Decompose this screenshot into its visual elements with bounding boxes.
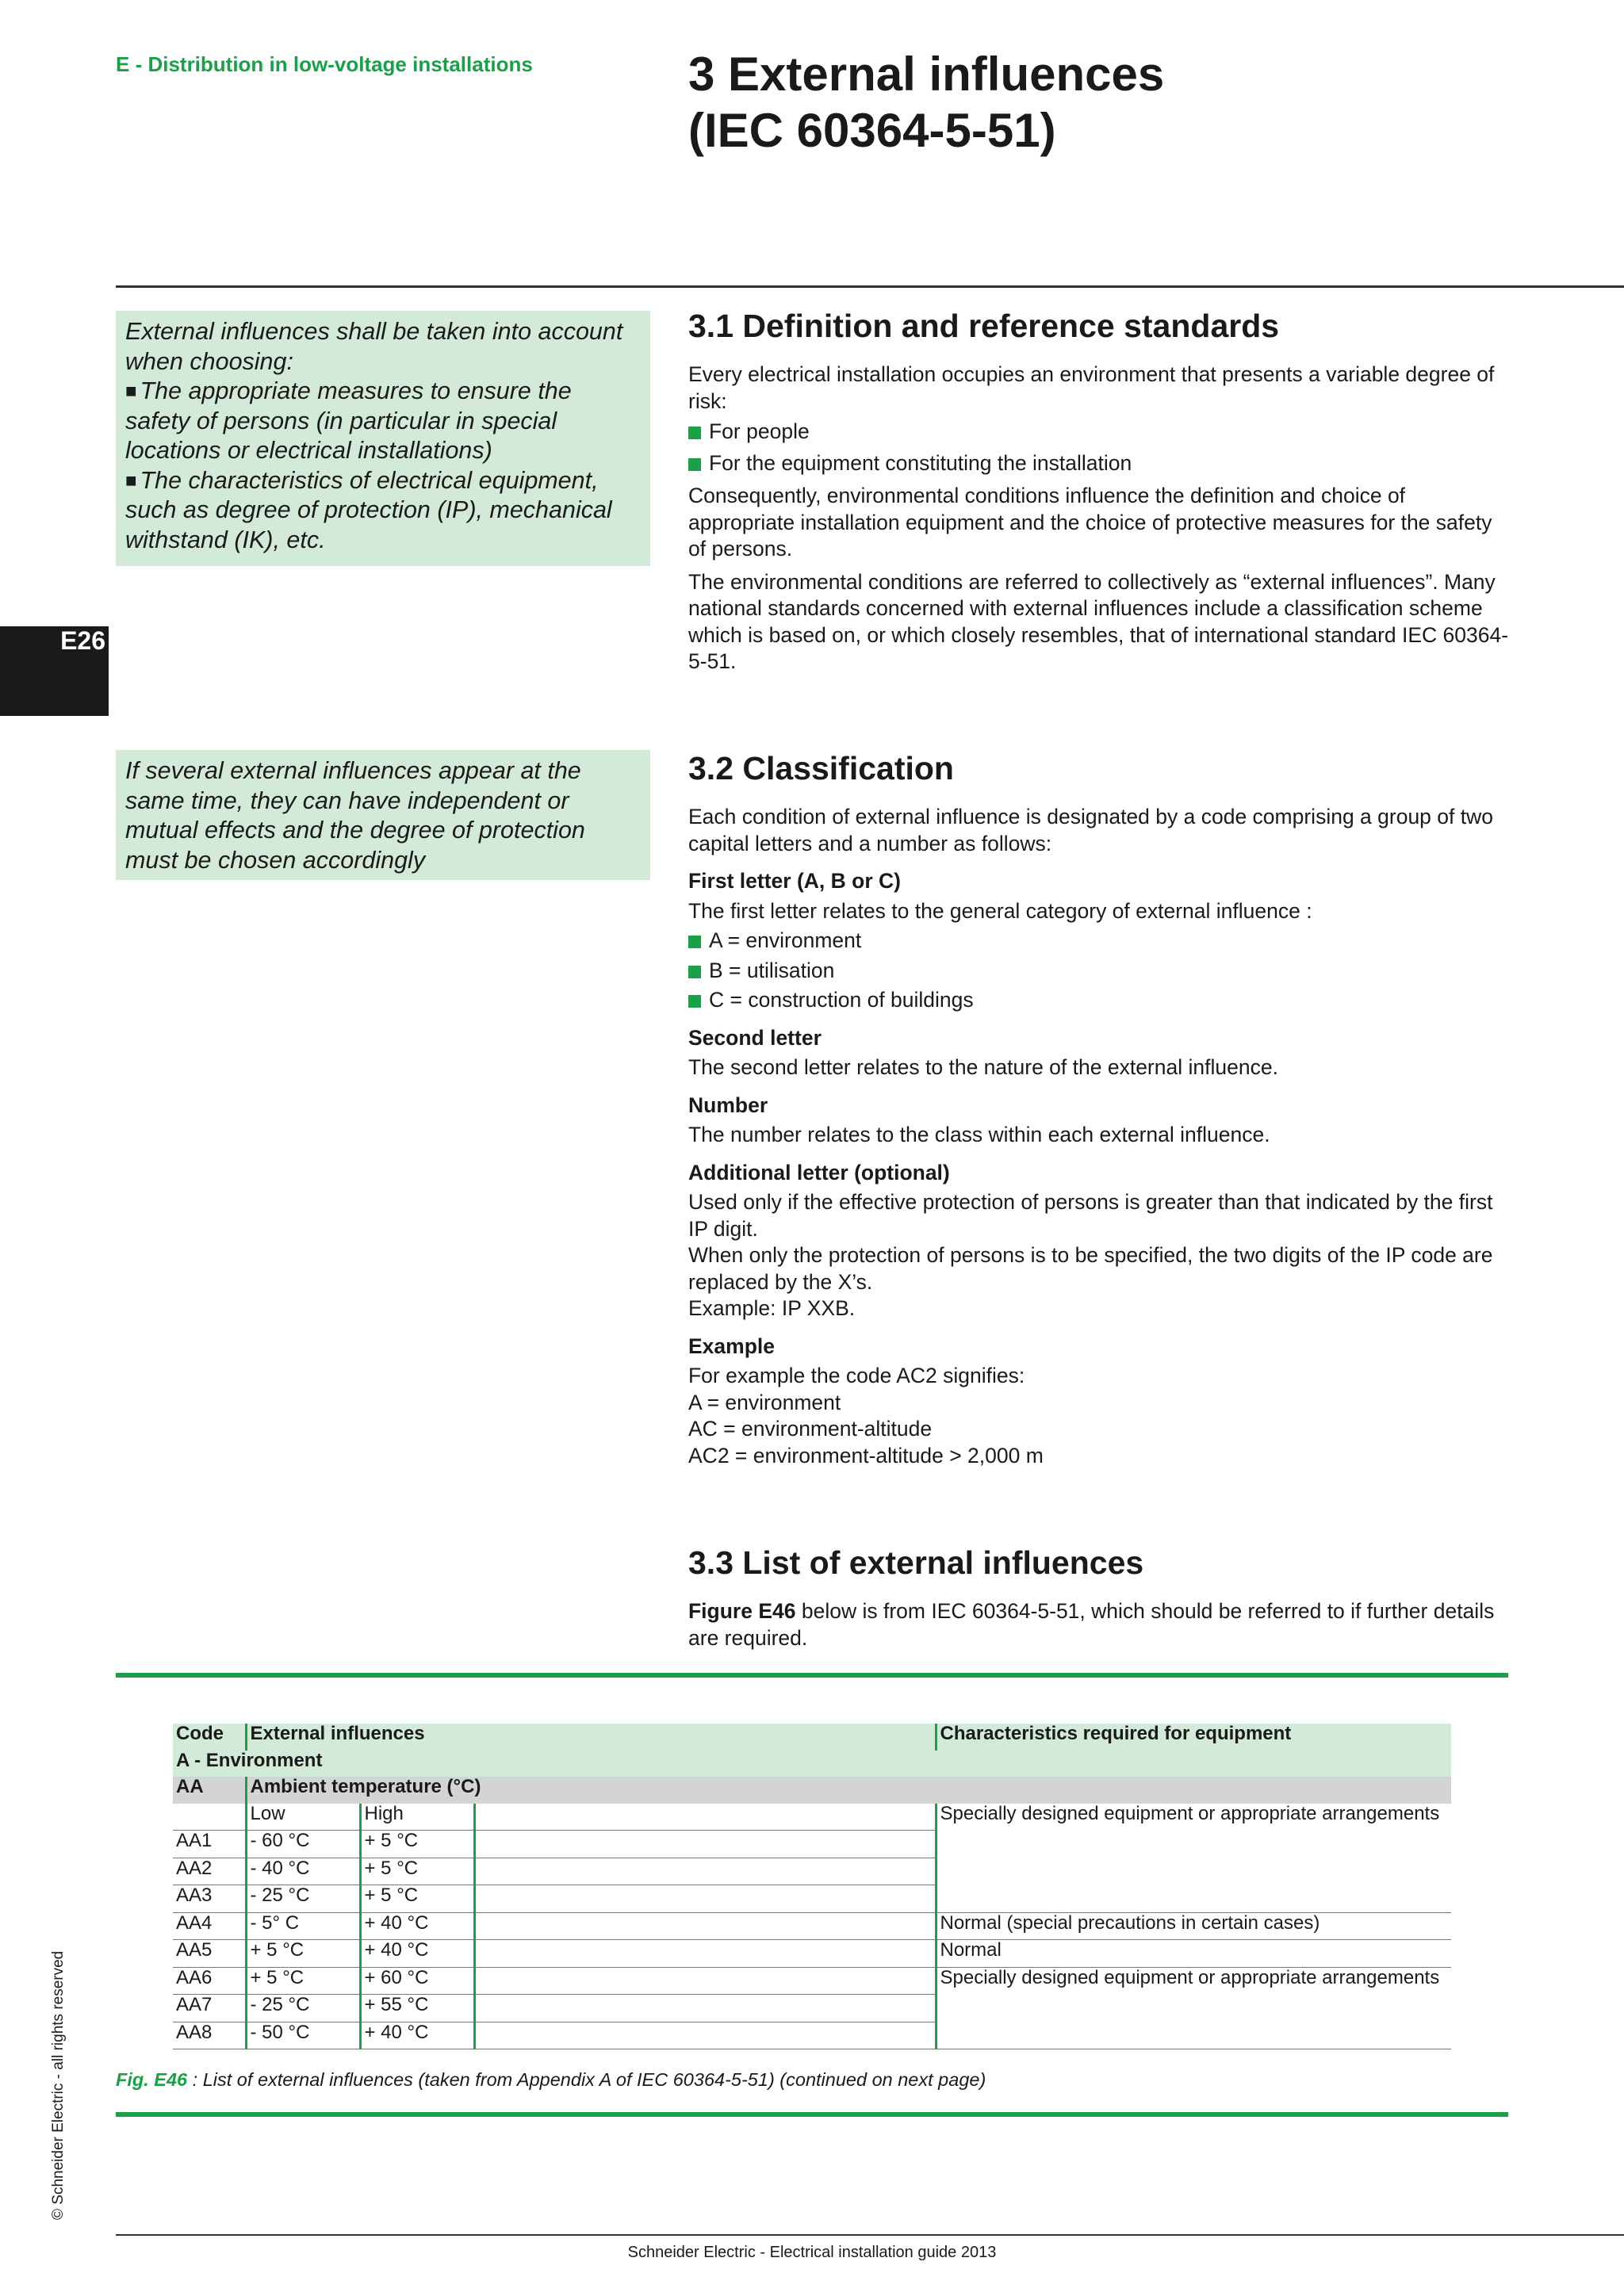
figure-reference: Figure E46 (688, 1599, 796, 1623)
table-row (173, 1885, 1451, 1913)
table-row (173, 1831, 1451, 1858)
paragraph: Used only if the effective protection of persons is greater than that indicated by the first IP digit. (688, 1190, 1493, 1241)
page-footer: Schneider Electric - Electrical installation guide 2013 (627, 2244, 997, 2261)
bullet-text: A = environment (709, 928, 862, 952)
paragraph: The number relates to the class within each external influence. (688, 1123, 1270, 1146)
section-3-2 (688, 748, 1513, 1469)
bullet-item (688, 419, 1513, 446)
bullet-text: For the equipment constituting the installation (709, 450, 1132, 475)
row-low: + 5 °C (246, 1967, 360, 1995)
bullet-item (688, 450, 1513, 477)
subheading: Example (688, 1334, 776, 1358)
row-low: - 50 °C (246, 2022, 360, 2049)
bullet-item (688, 958, 1513, 985)
section-3-1 (688, 306, 1513, 675)
chapter-title (688, 46, 1561, 159)
sidebar-note-bullet (125, 466, 641, 556)
bullet-text: For people (709, 419, 810, 443)
sub-title: Ambient temperature (°C) (246, 1777, 1451, 1804)
paragraph: Consequently, environmental conditions influence the definition and choice of appropriate installation equipment and the choice of protective measures for the safety of persons. (688, 484, 1492, 561)
row-code: AA2 (173, 1858, 246, 1885)
row-code: AA7 (173, 1995, 246, 2022)
table-row (173, 1912, 1451, 1940)
section-label: E - Distribution in low-voltage installations (116, 52, 533, 76)
table-header-row (173, 1724, 1451, 1751)
section-heading: 3.1 Definition and reference standards (688, 308, 1280, 344)
paragraph: The environmental conditions are referred to collectively as “external influences”. Many national standards concerned with external influences include a classification scheme which is based on, or which closely resembles, that of international standard IEC 60364-5-51. (688, 569, 1509, 673)
col-low: Low (246, 1804, 360, 1831)
row-high: + 55 °C (360, 1995, 474, 2022)
col-high: High (360, 1804, 474, 1831)
paragraph: AC2 = environment-altitude > 2,000 m (688, 1443, 1044, 1468)
table-row (173, 1804, 1451, 1831)
subheading: Second letter (688, 1025, 822, 1050)
subheading: Additional letter (optional) (688, 1160, 950, 1184)
row-low: + 5 °C (246, 1940, 360, 1968)
section-heading: 3.2 Classification (688, 750, 954, 786)
table-row (173, 1967, 1451, 1995)
row-high: + 40 °C (360, 1940, 474, 1968)
row-high: + 5 °C (360, 1831, 474, 1858)
paragraph: Example: IP XXB. (688, 1296, 856, 1320)
bullet-item (688, 987, 1513, 1014)
paragraph: The second letter relates to the nature of the external influence. (688, 1055, 1278, 1079)
row-code: AA5 (173, 1940, 246, 1968)
paragraph (688, 1598, 1513, 1651)
table-subcategory-row (173, 1777, 1451, 1804)
row-code: AA8 (173, 2022, 246, 2049)
characteristic: Normal (special precautions in certain cases) (936, 1912, 1451, 1940)
row-low: - 40 °C (246, 1858, 360, 1885)
paragraph: For example the code AC2 signifies: (688, 1364, 1025, 1387)
table-row (173, 1858, 1451, 1885)
subheading: First letter (A, B or C) (688, 869, 901, 893)
characteristic: Normal (936, 1940, 1451, 1968)
table-row (173, 2022, 1451, 2049)
sidebar-note-bullet (125, 377, 641, 466)
figure-bottom-rule (116, 2112, 1508, 2117)
green-square-bullet-icon (688, 966, 701, 978)
paragraph: The first letter relates to the general category of external influence : (688, 898, 1312, 923)
figure-caption (116, 2069, 986, 2091)
square-bullet-icon: ■ (125, 469, 137, 492)
green-square-bullet-icon (688, 995, 701, 1008)
subheading: Number (688, 1093, 768, 1117)
header-external: External influences (246, 1724, 936, 1751)
row-code: AA6 (173, 1967, 246, 1995)
row-code: AA1 (173, 1831, 246, 1858)
row-high: + 5 °C (360, 1858, 474, 1885)
characteristic: Specially designed equipment or appropriate arrangements (936, 1967, 1451, 1995)
table-category-row (173, 1751, 1451, 1777)
row-code: AA3 (173, 1885, 246, 1913)
sidebar-note-bullet-text: The appropriate measures to ensure the safety of persons (in particular in special locations or electrical installations) (125, 377, 572, 464)
external-influences-table (173, 1724, 1451, 2049)
section-3-3 (688, 1543, 1513, 1651)
header-code: Code (173, 1724, 246, 1751)
category-label: A - Environment (173, 1751, 1451, 1777)
row-code: AA4 (173, 1912, 246, 1940)
table-row (173, 1940, 1451, 1968)
bullet-item (688, 928, 1513, 955)
page-number: E26 (60, 626, 105, 655)
green-square-bullet-icon (688, 458, 701, 471)
bullet-text: B = utilisation (709, 958, 835, 982)
page-number-tab (0, 626, 109, 716)
figure-top-rule (116, 1673, 1508, 1678)
header-characteristics: Characteristics required for equipment (936, 1724, 1451, 1751)
green-square-bullet-icon (688, 427, 701, 439)
caption-text: : List of external influences (taken from Appendix A of IEC 60364-5-51) (continued on next page) (187, 2069, 986, 2090)
sidebar-note-text: If several external influences appear at the same time, they can have independent or mutual effects and the degree of protection must be chosen accordingly (125, 757, 585, 874)
sidebar-note-bullet-text: The characteristics of electrical equipment, such as degree of protection (IP), mechanical withstand (IK), etc. (125, 466, 612, 553)
row-low: - 25 °C (246, 1885, 360, 1913)
paragraph: AC = environment-altitude (688, 1417, 933, 1441)
chapter-title-line1: 3 External influences (688, 48, 1165, 101)
characteristic: Specially designed equipment or appropriate arrangements (936, 1804, 1451, 1831)
bullet-text: C = construction of buildings (709, 988, 974, 1012)
row-low: - 25 °C (246, 1995, 360, 2022)
row-high: + 40 °C (360, 1912, 474, 1940)
sidebar-note-2 (116, 750, 650, 880)
paragraph: A = environment (688, 1390, 841, 1414)
section-heading: 3.3 List of external influences (688, 1544, 1144, 1581)
paragraph: Each condition of external influence is designated by a code comprising a group of two capital letters and a number as follows: (688, 805, 1493, 855)
row-high: + 5 °C (360, 1885, 474, 1913)
top-rule (116, 285, 1624, 288)
table-row (173, 1995, 1451, 2022)
paragraph-text: below is from IEC 60364-5-51, which should be referred to if further details are required. (688, 1599, 1495, 1650)
copyright-notice: © Schneider Electric - all rights reserved (50, 1950, 67, 2220)
row-high: + 60 °C (360, 1967, 474, 1995)
row-high: + 40 °C (360, 2022, 474, 2049)
green-square-bullet-icon (688, 936, 701, 948)
sub-code: AA (173, 1777, 246, 1804)
row-low: - 5° C (246, 1912, 360, 1940)
figure-label: Fig. E46 (116, 2069, 188, 2090)
sidebar-note-intro: External influences shall be taken into account when choosing: (125, 318, 623, 375)
sidebar-note-1 (116, 311, 650, 566)
chapter-title-line2: (IEC 60364-5-51) (688, 104, 1056, 157)
bottom-rule (116, 2234, 1624, 2236)
row-low: - 60 °C (246, 1831, 360, 1858)
paragraph: Every electrical installation occupies an environment that presents a variable degree of risk: (688, 362, 1495, 413)
paragraph: When only the protection of persons is to be specified, the two digits of the IP code are replaced by the X’s. (688, 1243, 1493, 1294)
square-bullet-icon: ■ (125, 381, 137, 402)
